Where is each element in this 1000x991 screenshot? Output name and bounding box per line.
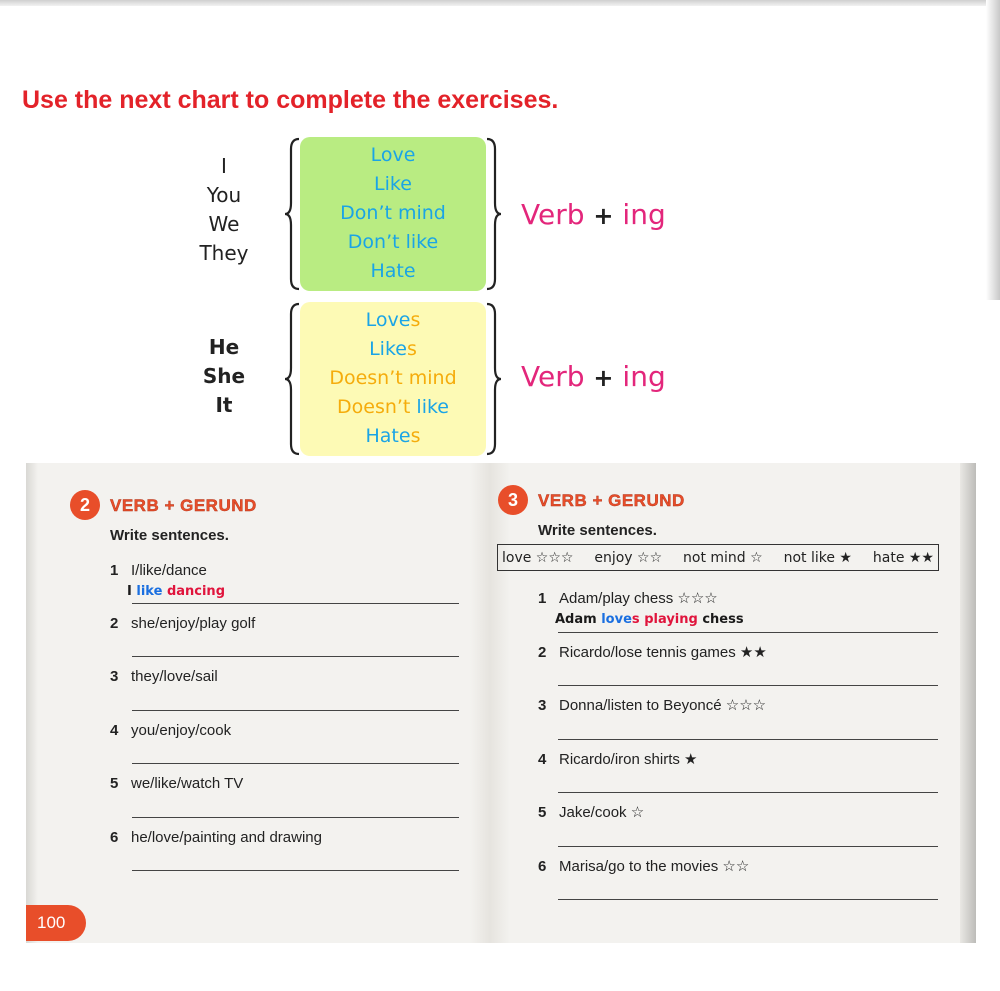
- item-number: 1: [110, 562, 119, 579]
- exercise-item: [538, 803, 644, 821]
- item-number: 3: [538, 697, 547, 714]
- item-prompt: Adam/play chess ☆☆☆: [559, 590, 718, 607]
- answer-object: chess: [702, 612, 744, 627]
- exercise-item: [538, 643, 767, 661]
- book-gutter: [470, 463, 510, 943]
- answer-gerund: dancing: [166, 584, 225, 599]
- exercise-title: VERB + GERUND: [110, 496, 257, 515]
- answer-subject: Adam: [555, 612, 597, 627]
- answer-subject: I: [127, 584, 132, 599]
- key-entry: enjoy ☆☆: [594, 549, 663, 566]
- exercise-item: [110, 615, 255, 632]
- answer-verb-suffix: s: [631, 612, 640, 627]
- pronoun-list-plural: [164, 152, 284, 268]
- formula-verb: Verb: [521, 198, 585, 231]
- answer-line[interactable]: [558, 739, 938, 740]
- answer-line[interactable]: [132, 870, 459, 871]
- answer-line[interactable]: [132, 817, 459, 818]
- page-heading: Use the next chart to complete the exercises.: [22, 86, 559, 114]
- page-edge-shadow: [26, 463, 38, 943]
- verb-option: [300, 422, 486, 451]
- verb-option: Don’t like: [347, 231, 439, 253]
- verb-option: Don’t mind: [340, 202, 446, 224]
- top-border: [0, 0, 1000, 6]
- verb-base: Hate: [365, 425, 411, 447]
- exercise-item: [110, 562, 207, 579]
- answer-line[interactable]: [132, 710, 459, 711]
- item-prompt: Ricardo/iron shirts ★: [559, 751, 698, 768]
- pronoun: She: [202, 364, 246, 388]
- answer-verb: love: [601, 612, 632, 627]
- verb-option: Love: [370, 144, 416, 166]
- verb-base: Love: [365, 309, 411, 331]
- formula-ing: ing: [622, 198, 666, 231]
- verb-option: Hate: [370, 260, 416, 282]
- answer-gerund: playing: [644, 612, 698, 627]
- key-entry: not like ★: [783, 549, 852, 566]
- page-edge-shadow: [986, 0, 1000, 300]
- item-number: 6: [110, 829, 119, 846]
- item-number: 1: [538, 590, 547, 607]
- verb-suffix: s: [410, 425, 421, 447]
- answer-line[interactable]: [132, 763, 459, 764]
- formula-ing: ing: [622, 360, 666, 393]
- right-brace-icon: [483, 137, 503, 291]
- formula-plural: [521, 198, 666, 231]
- handwritten-answer: [555, 612, 744, 627]
- item-prompt: I/like/dance: [131, 562, 207, 579]
- key-entry: not mind ☆: [683, 549, 763, 566]
- verb-option: [300, 335, 486, 364]
- formula-singular: [521, 360, 666, 393]
- formula-plus: +: [593, 202, 614, 230]
- handwritten-answer: [127, 584, 225, 599]
- exercise-item: [110, 829, 322, 846]
- item-prompt: we/like/watch TV: [131, 775, 244, 792]
- pronoun: I: [221, 154, 227, 178]
- page-edge-shadow: [960, 463, 976, 943]
- answer-line[interactable]: [558, 685, 938, 686]
- exercise-item: [110, 668, 218, 685]
- key-entry: hate ★★: [872, 549, 934, 566]
- exercise-item: [110, 722, 231, 739]
- pronoun: We: [208, 212, 240, 236]
- exercise-number-badge: 2: [70, 490, 100, 520]
- verb-base: Like: [369, 338, 407, 360]
- answer-line[interactable]: [558, 792, 938, 793]
- exercise-number-badge: 3: [498, 485, 528, 515]
- item-prompt: Donna/listen to Beyoncé ☆☆☆: [559, 697, 767, 714]
- item-prompt: Ricardo/lose tennis games ★★: [559, 644, 767, 661]
- verb-prefix: Doesn’t: [329, 367, 409, 389]
- answer-line[interactable]: [558, 632, 938, 633]
- pronoun: It: [215, 393, 233, 417]
- rating-key: [497, 544, 939, 571]
- verb-base: mind: [408, 367, 457, 389]
- pronoun: He: [208, 335, 240, 359]
- pronoun: They: [199, 241, 249, 265]
- item-prompt: they/love/sail: [131, 668, 218, 685]
- item-prompt: you/enjoy/cook: [131, 722, 232, 739]
- item-number: 4: [110, 722, 119, 739]
- item-prompt: he/love/painting and drawing: [131, 829, 322, 846]
- verb-suffix: s: [406, 338, 417, 360]
- exercise-title: VERB + GERUND: [538, 491, 685, 510]
- exercise-item: [538, 589, 718, 607]
- page-number: 100: [26, 905, 86, 941]
- item-prompt: she/enjoy/play golf: [131, 615, 256, 632]
- right-brace-icon: [483, 302, 503, 456]
- verb-base: like: [416, 396, 449, 418]
- exercise-instruction: Write sentences.: [110, 527, 229, 544]
- item-number: 5: [110, 775, 119, 792]
- key-entry: love ☆☆☆: [502, 549, 574, 566]
- verb-option: [300, 306, 486, 335]
- verb-option: Like: [374, 173, 412, 195]
- verb-suffix: s: [410, 309, 421, 331]
- verb-prefix: Doesn’t: [337, 396, 417, 418]
- verb-option: [300, 393, 486, 422]
- answer-line[interactable]: [132, 603, 459, 604]
- formula-plus: +: [593, 364, 614, 392]
- answer-line[interactable]: [132, 656, 459, 657]
- exercise-item: [538, 857, 749, 875]
- item-number: 4: [538, 751, 547, 768]
- pronoun-list-singular: [164, 333, 284, 420]
- exercise-item: [110, 775, 243, 792]
- verb-box-singular: [300, 302, 486, 456]
- item-number: 5: [538, 804, 547, 821]
- item-number: 6: [538, 858, 547, 875]
- exercise-item: [538, 696, 766, 714]
- verb-option: [300, 364, 486, 393]
- item-prompt: Marisa/go to the movies ☆☆: [559, 858, 750, 875]
- formula-verb: Verb: [521, 360, 585, 393]
- exercise-instruction: Write sentences.: [538, 522, 657, 539]
- answer-line[interactable]: [558, 899, 938, 900]
- answer-verb: like: [136, 584, 163, 599]
- verb-box-plural: [300, 137, 486, 291]
- exercise-item: [538, 750, 698, 768]
- item-number: 2: [110, 615, 119, 632]
- answer-line[interactable]: [558, 846, 938, 847]
- item-prompt: Jake/cook ☆: [559, 804, 645, 821]
- pronoun: You: [206, 183, 242, 207]
- item-number: 3: [110, 668, 119, 685]
- item-number: 2: [538, 644, 547, 661]
